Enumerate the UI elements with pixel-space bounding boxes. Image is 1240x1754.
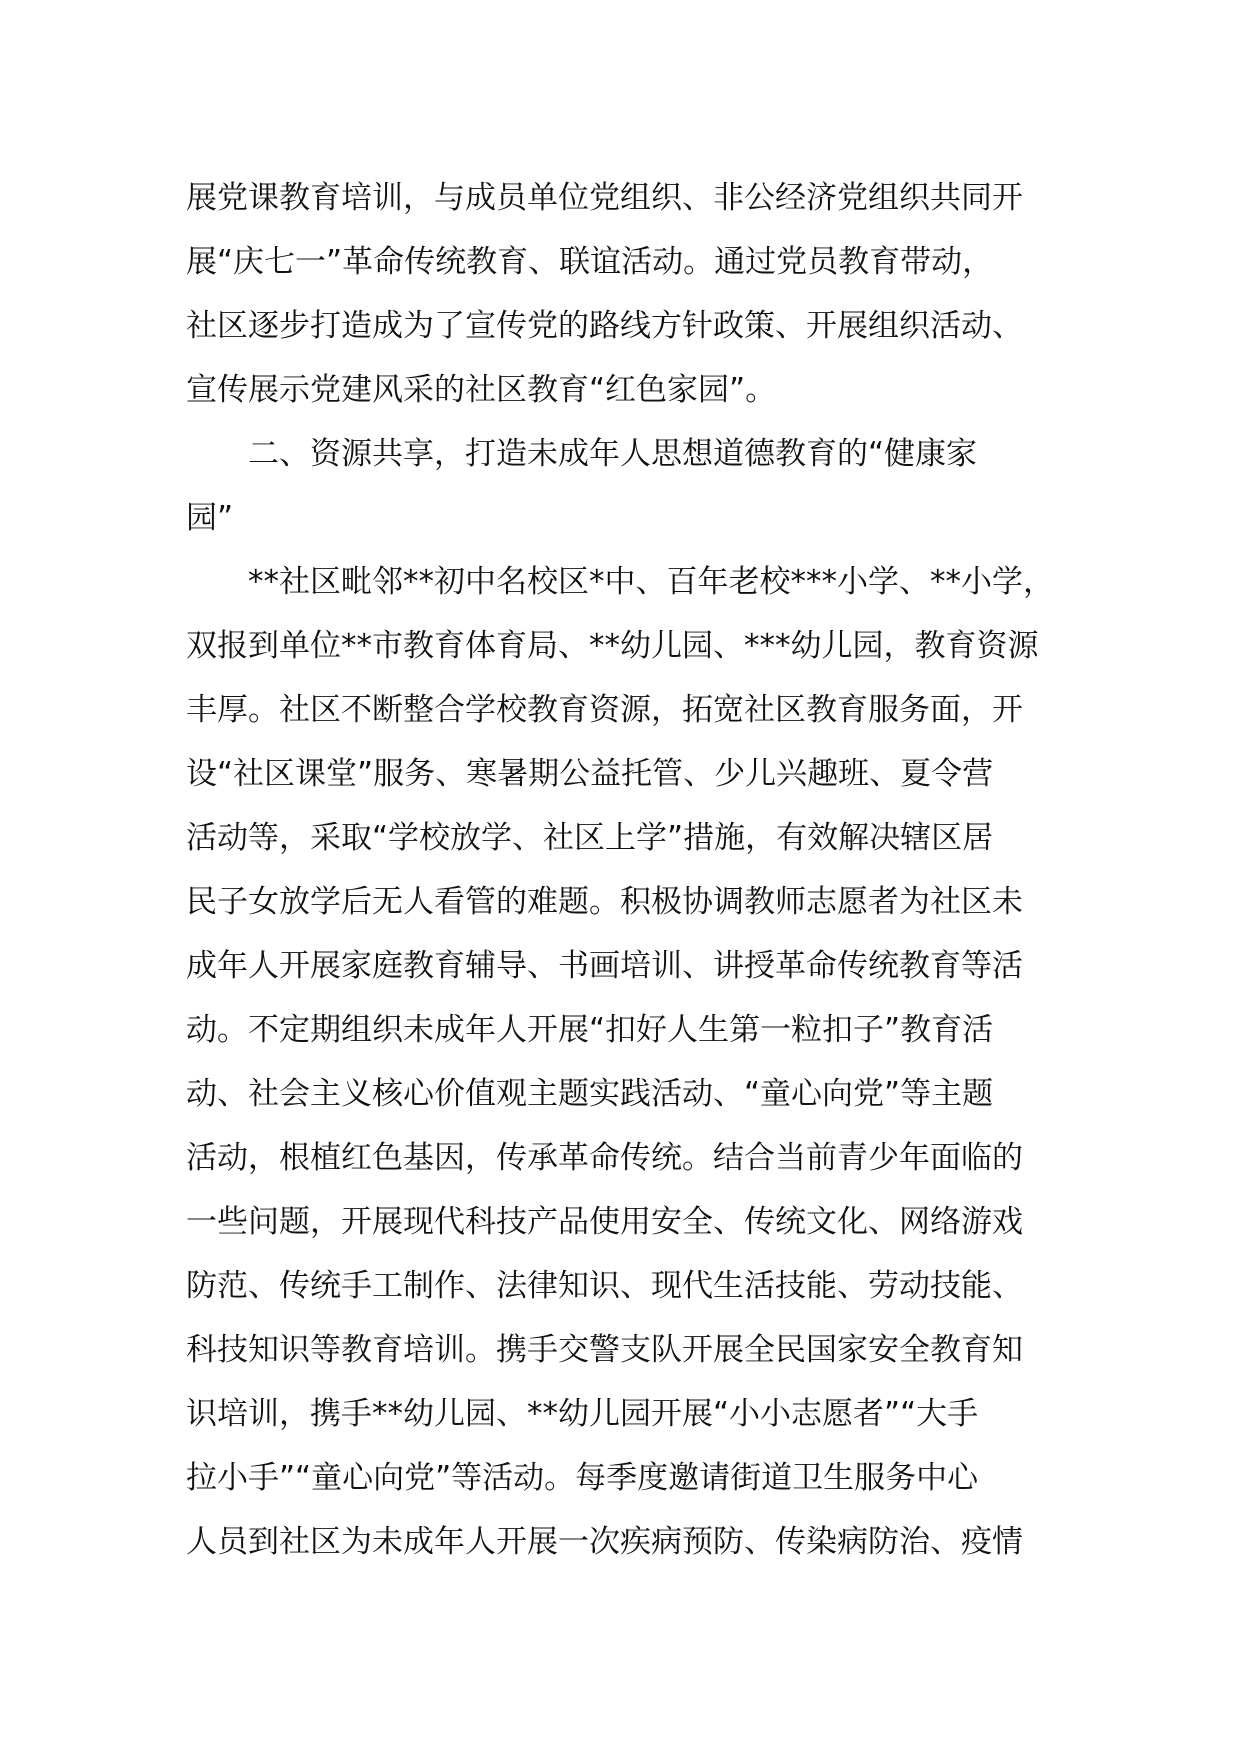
text-line: 社区逐步打造成为了宣传党的路线方针政策、开展组织活动、 bbox=[186, 308, 1023, 344]
section-heading: 二、资源共享，打造未成年人思想道德教育的“健康家 bbox=[248, 436, 978, 472]
text-line: 动、社会主义核心价值观主题实践活动、“童心向党”等主题 bbox=[186, 1076, 994, 1112]
text-line: 科技知识等教育培训。携手交警支队开展全民国家安全教育知 bbox=[186, 1332, 1023, 1368]
text-line: 民子女放学后无人看管的难题。积极协调教师志愿者为社区未 bbox=[186, 884, 1023, 920]
text-line: 防范、传统手工制作、法律知识、现代生活技能、劳动技能、 bbox=[186, 1268, 1023, 1304]
text-line: 活动等，采取“学校放学、社区上学”措施，有效解决辖区居 bbox=[186, 820, 994, 856]
text-line: 双报到单位**市教育体育局、**幼儿园、***幼儿园，教育资源 bbox=[186, 628, 1039, 664]
text-line: 宣传展示党建风采的社区教育“红色家园”。 bbox=[186, 372, 777, 408]
text-line: 丰厚。社区不断整合学校教育资源，拓宽社区教育服务面，开 bbox=[186, 692, 1023, 728]
text-line: 设“社区课堂”服务、寒暑期公益托管、少儿兴趣班、夏令营 bbox=[186, 756, 994, 792]
body-text bbox=[186, 166, 1066, 1574]
text-line: 展党课教育培训，与成员单位党组织、非公经济党组织共同开 bbox=[186, 180, 1023, 216]
text-line: 人员到社区为未成年人开展一次疾病预防、传染病防治、疫情 bbox=[186, 1524, 1023, 1560]
text-line: 一些问题，开展现代科技产品使用安全、传统文化、网络游戏 bbox=[186, 1204, 1023, 1240]
text-line: **社区毗邻**初中名校区*中、百年老校***小学、**小学， bbox=[248, 564, 1054, 600]
text-line: 拉小手”“童心向党”等活动。每季度邀请街道卫生服务中心 bbox=[186, 1460, 979, 1496]
section-heading-continued: 园” bbox=[186, 500, 234, 536]
text-line: 识培训，携手**幼儿园、**幼儿园开展“小小志愿者”“大手 bbox=[186, 1396, 979, 1432]
text-line: 成年人开展家庭教育辅导、书画培训、讲授革命传统教育等活 bbox=[186, 948, 1023, 984]
text-line: 动。不定期组织未成年人开展“扣好人生第一粒扣子”教育活 bbox=[186, 1012, 994, 1048]
text-line: 活动，根植红色基因，传承革命传统。结合当前青少年面临的 bbox=[186, 1140, 1023, 1176]
text-line: 展“庆七一”革命传统教育、联谊活动。通过党员教育带动， bbox=[186, 244, 994, 280]
